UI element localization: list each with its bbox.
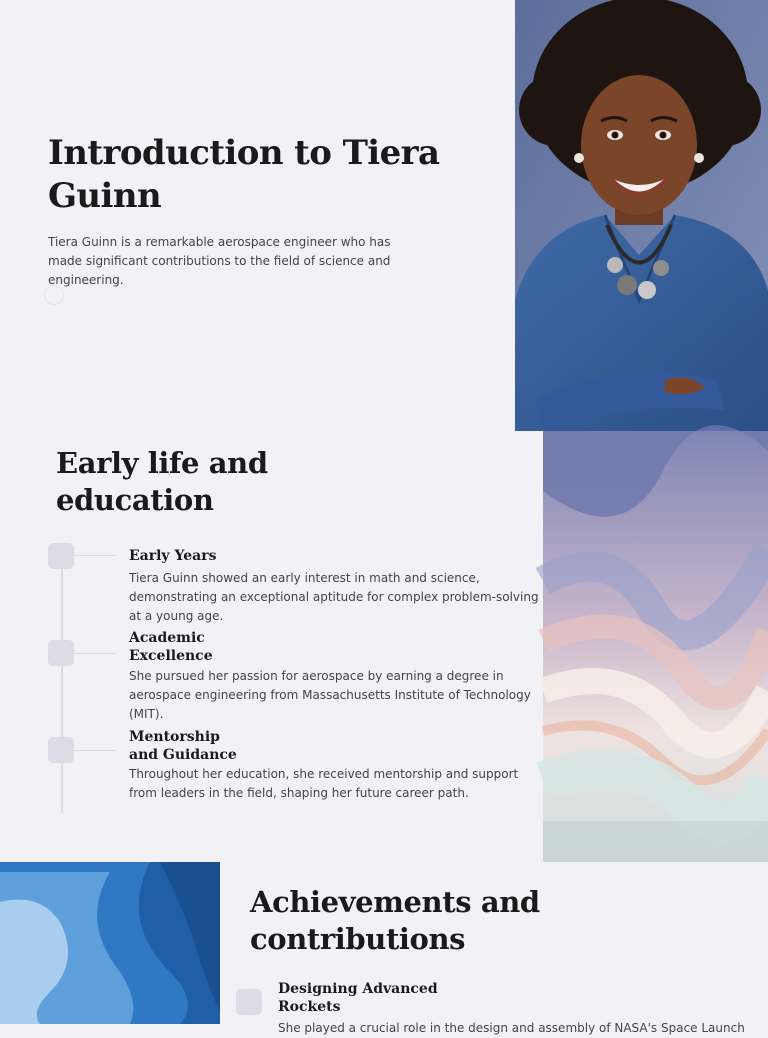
timeline-text: Throughout her education, she received mentorship and support from leaders in the field, shaping her future career path. (129, 767, 519, 800)
pastel-swirl-image (543, 431, 768, 862)
achievements-title: Achievements and contributions (250, 885, 540, 956)
timeline-marker (236, 989, 262, 1015)
swirl-illustration (543, 431, 768, 862)
achievement-text: She played a crucial role in the design and assembly of NASA's Space Launch (278, 1021, 745, 1035)
timeline-marker (48, 737, 74, 763)
early-life-slide (0, 431, 768, 862)
portrait-photo (515, 0, 768, 431)
intro-slide (0, 0, 768, 431)
early-life-title: Early life and education (56, 446, 268, 517)
slide-indicator-dot (44, 285, 64, 305)
achievements-slide (0, 862, 768, 1035)
timeline-line (61, 543, 63, 813)
intro-description: Tiera Guinn is a remarkable aerospace engineer who has made significant contributions to the field of science and engineering. (48, 235, 391, 287)
timeline-marker (48, 543, 74, 569)
timeline-heading: Academic Excellence (129, 630, 213, 664)
portrait-illustration (515, 0, 768, 431)
blue-wave-image (0, 862, 220, 1024)
timeline-marker (48, 640, 74, 666)
timeline-connector (74, 653, 116, 654)
timeline-text: She pursued her passion for aerospace by earning a degree in aerospace engineering from Massachusetts Institute of Technology (MIT). (129, 669, 531, 721)
achievement-heading: Designing Advanced Rockets (278, 981, 438, 1015)
timeline-heading: Mentorship and Guidance (129, 729, 237, 763)
timeline-heading: Early Years (129, 548, 217, 564)
timeline-connector (74, 555, 116, 556)
blue-wave-illustration (0, 862, 220, 1024)
timeline-connector (74, 750, 116, 751)
timeline-text: Tiera Guinn showed an early interest in math and science, demonstrating an exceptional aptitude for complex problem-solving at a young age. (129, 571, 539, 623)
intro-title: Introduction to Tiera Guinn (48, 133, 440, 216)
